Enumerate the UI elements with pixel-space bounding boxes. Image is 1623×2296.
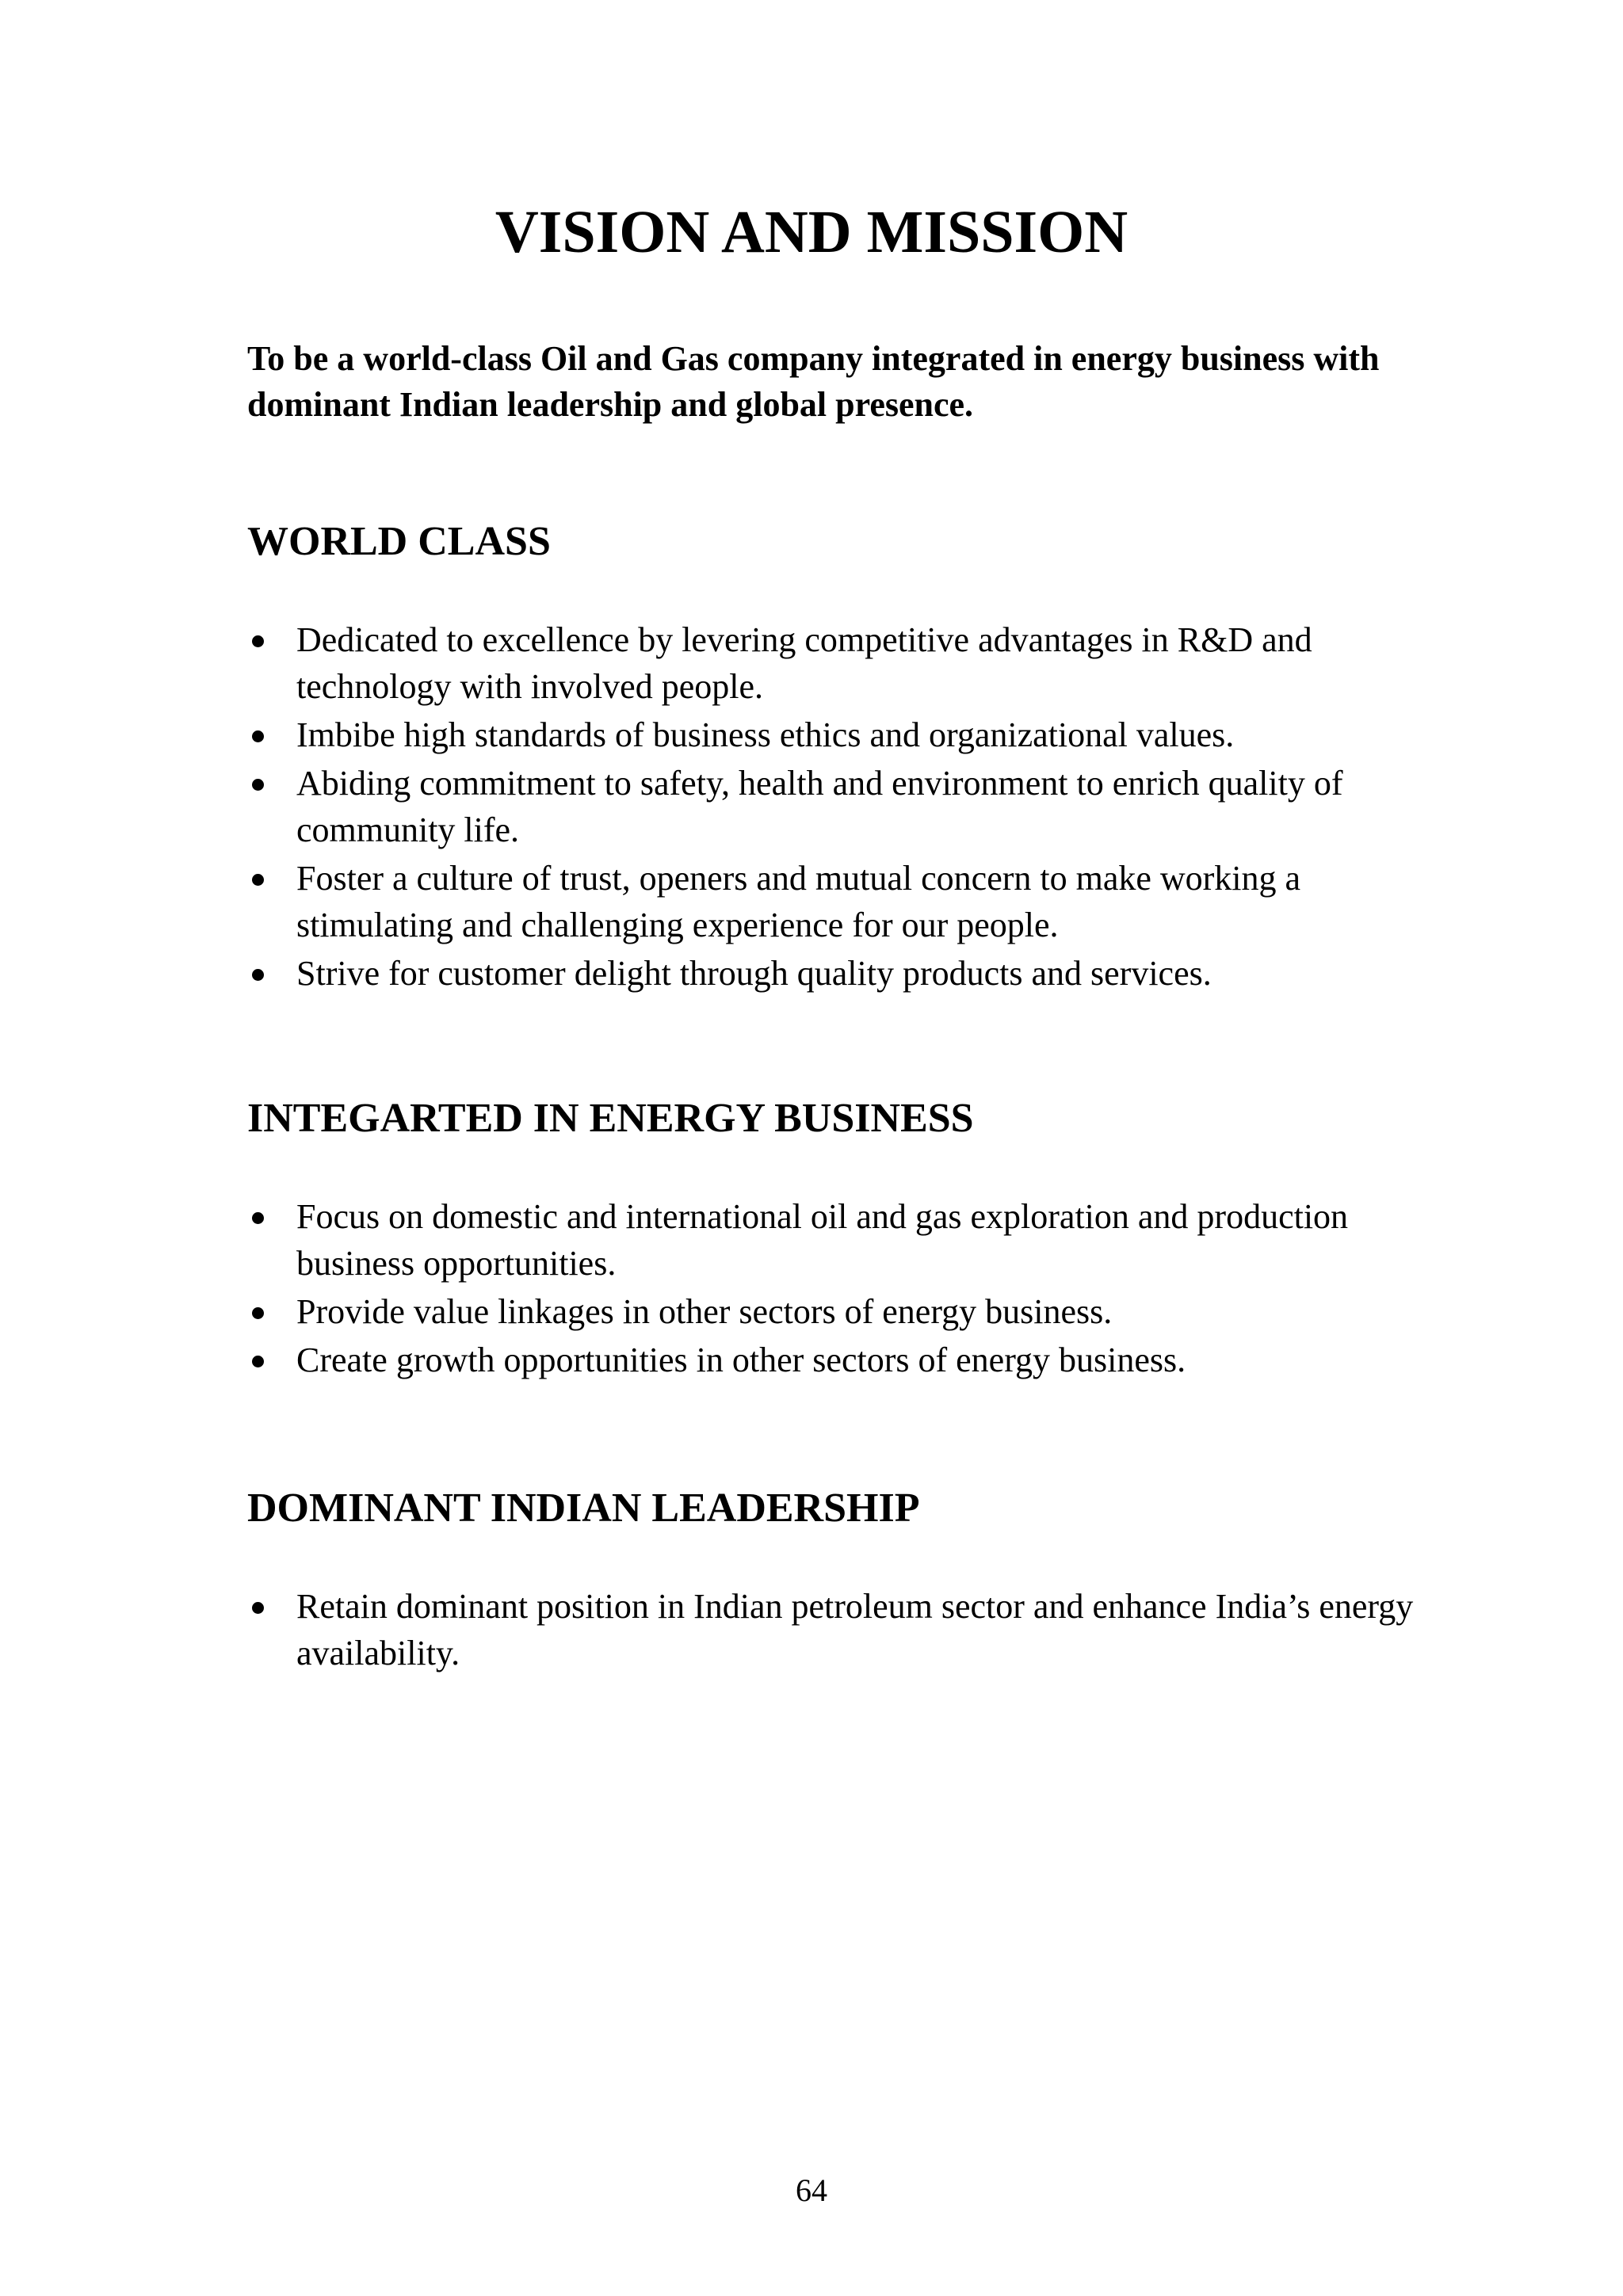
page-number: 64	[796, 2172, 827, 2208]
list-item	[247, 950, 1436, 997]
list-item-text: Imbibe high standards of business ethics and organizational values.	[296, 715, 1235, 754]
list-item-text: Dedicated to excellence by levering competitive advantages in R&D and technology with involved people.	[296, 620, 1312, 706]
list-item	[247, 1288, 1436, 1335]
list-item-text: Abiding commitment to safety, health and environment to enrich quality of community life.	[296, 764, 1343, 849]
list-item	[247, 711, 1436, 758]
list-item	[247, 1583, 1436, 1676]
list-item	[247, 1193, 1436, 1287]
bullet-icon	[252, 874, 264, 886]
list-item	[247, 616, 1436, 710]
bullet-list	[247, 1583, 1436, 1676]
section-heading: DOMINANT INDIAN LEADERSHIP	[247, 1486, 920, 1531]
bullet-list	[247, 616, 1436, 997]
section-dominant-indian-leadership	[247, 1483, 1436, 1678]
bullet-icon	[252, 969, 264, 981]
list-item	[247, 855, 1436, 948]
bullet-icon	[252, 1307, 264, 1319]
list-item	[247, 760, 1436, 853]
list-item-text: Foster a culture of trust, openers and mutual concern to make working a stimulating and challenging experience for our people.	[296, 859, 1301, 944]
list-item-text: Retain dominant position in Indian petroleum sector and enhance India’s energy availability.	[296, 1587, 1414, 1672]
bullet-icon	[252, 1212, 264, 1224]
bullet-icon	[252, 1602, 264, 1614]
vision-statement: To be a world-class Oil and Gas company integrated in energy business with dominant Indian leadership and global presence.	[247, 339, 1380, 424]
list-item	[247, 1337, 1436, 1383]
list-item-text: Strive for customer delight through quality products and services.	[296, 954, 1212, 993]
list-item-text: Focus on domestic and international oil and gas exploration and production business opportunities.	[296, 1197, 1349, 1283]
section-heading: INTEGARTED IN ENERGY BUSINESS	[247, 1096, 974, 1141]
list-item-text: Create growth opportunities in other sectors of energy business.	[296, 1341, 1186, 1379]
section-world-class	[247, 517, 1436, 998]
bullet-list	[247, 1193, 1436, 1383]
bullet-icon	[252, 730, 264, 742]
bullet-icon	[252, 779, 264, 791]
bullet-icon	[252, 635, 264, 647]
bullet-icon	[252, 1356, 264, 1367]
section-integrated-energy-business	[247, 1093, 1436, 1385]
page-title: VISION AND MISSION	[495, 199, 1128, 265]
section-heading: WORLD CLASS	[247, 519, 551, 564]
list-item-text: Provide value linkages in other sectors of energy business.	[296, 1292, 1113, 1331]
